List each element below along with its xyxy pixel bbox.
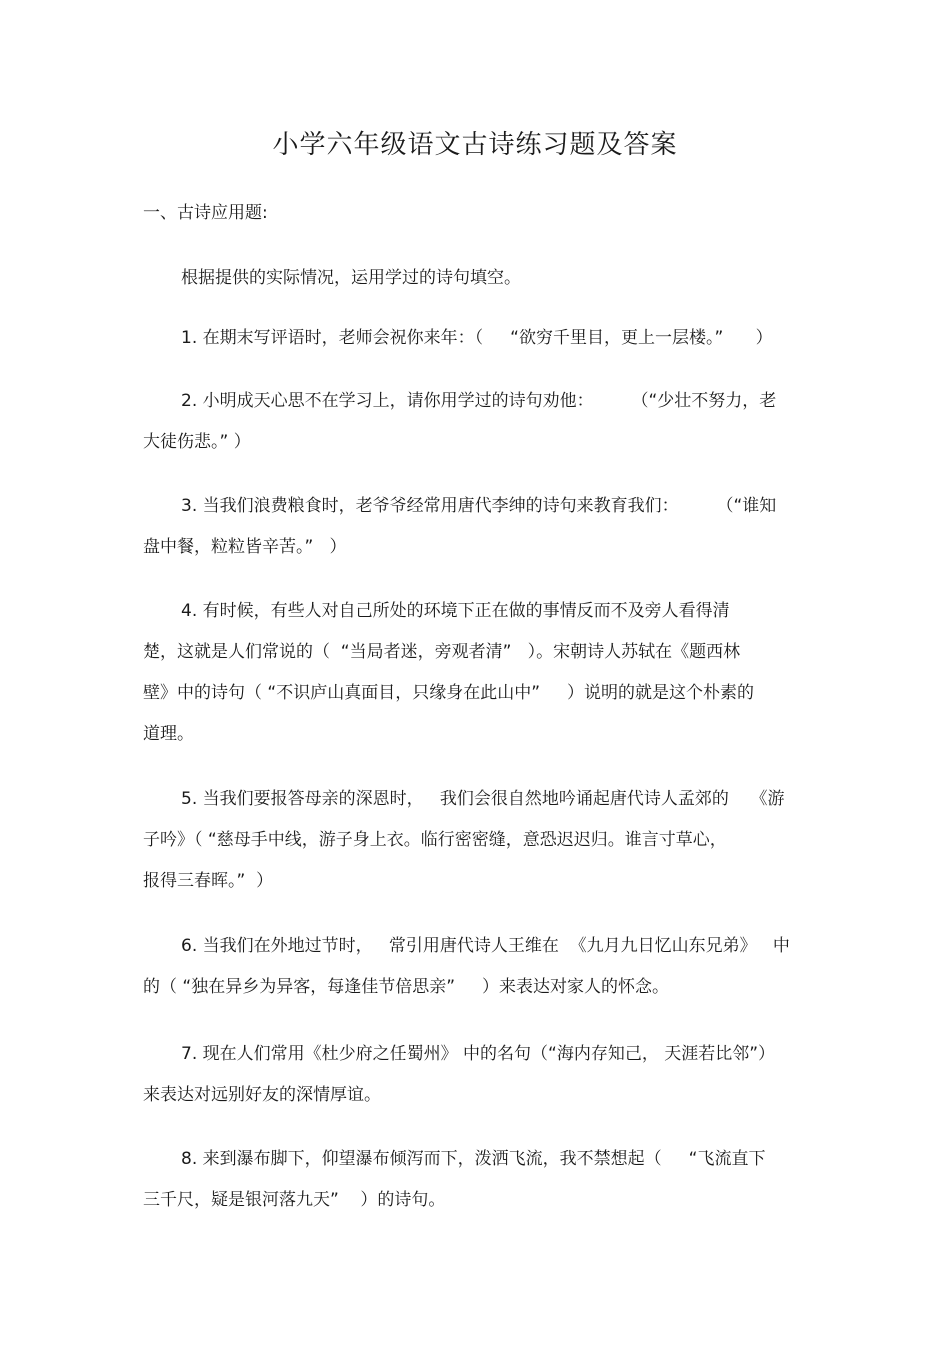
question-2 (143, 381, 811, 463)
question-line: 8. 来到瀑布脚下，仰望瀑布倾泻而下，泼洒飞流，我不禁想起（ “飞流直下 (181, 1149, 766, 1169)
question-4 (143, 591, 811, 755)
question-line: 大徒伤悲。” ） (143, 432, 251, 452)
question-line: 4. 有时候，有些人对自己所处的环境下正在做的事情反而不及旁人看得清 (181, 601, 730, 621)
question-7 (143, 1034, 811, 1116)
question-line: 楚，这就是人们常说的（ “当局者迷，旁观者清” ）。宋朝诗人苏轼在《题西林 (143, 642, 741, 662)
question-line: 盘中餐，粒粒皆辛苦。” ） (143, 537, 347, 557)
question-5 (143, 779, 811, 902)
question-line: 子吟》（ “慈母手中线，游子身上衣。临行密密缝，意恐迟迟归。谁言寸草心， (143, 830, 727, 850)
question-line: 三千尺，疑是银河落九天” ）的诗句。 (143, 1190, 446, 1210)
question-line: 来表达对远别好友的深情厚谊。 (143, 1085, 381, 1105)
question-1 (143, 318, 811, 359)
question-line: 2. 小明成天心思不在学习上，请你用学过的诗句劝他： （“少壮不努力，老 (181, 391, 777, 411)
question-line: 7. 现在人们常用《杜少府之任蜀州》 中的名句（“海内存知己， 天涯若比邻”） (181, 1044, 776, 1064)
question-line: 3. 当我们浪费粮食时，老爷爷经常用唐代李绅的诗句来教育我们： （“谁知 (181, 496, 777, 516)
question-line: 5. 当我们要报答母亲的深恩时， 我们会很自然地吟诵起唐代诗人孟郊的 《游 (181, 789, 785, 809)
question-line: 6. 当我们在外地过节时， 常引用唐代诗人王维在 《九月九日忆山东兄弟》 中 (181, 936, 790, 956)
question-8 (143, 1139, 811, 1221)
instruction-text: 根据提供的实际情况，运用学过的诗句填空。 (181, 268, 521, 288)
section-heading: 一、古诗应用题: (143, 203, 268, 223)
question-line: 壁》中的诗句（ “不识庐山真面目，只缘身在此山中” ）说明的就是这个朴素的 (143, 683, 755, 703)
question-line: 1. 在期末写评语时，老师会祝你来年：（ “欲穷千里目，更上一层楼。” ） (181, 328, 773, 348)
question-3 (143, 486, 811, 568)
question-line: 报得三春晖。” ） (143, 871, 274, 891)
question-line: 道理。 (143, 724, 194, 744)
question-6 (143, 926, 811, 1008)
question-line: 的（ “独在异乡为异客，每逢佳节倍思亲” ）来表达对家人的怀念。 (143, 977, 670, 997)
document-title: 小学六年级语文古诗练习题及答案 (272, 130, 678, 160)
